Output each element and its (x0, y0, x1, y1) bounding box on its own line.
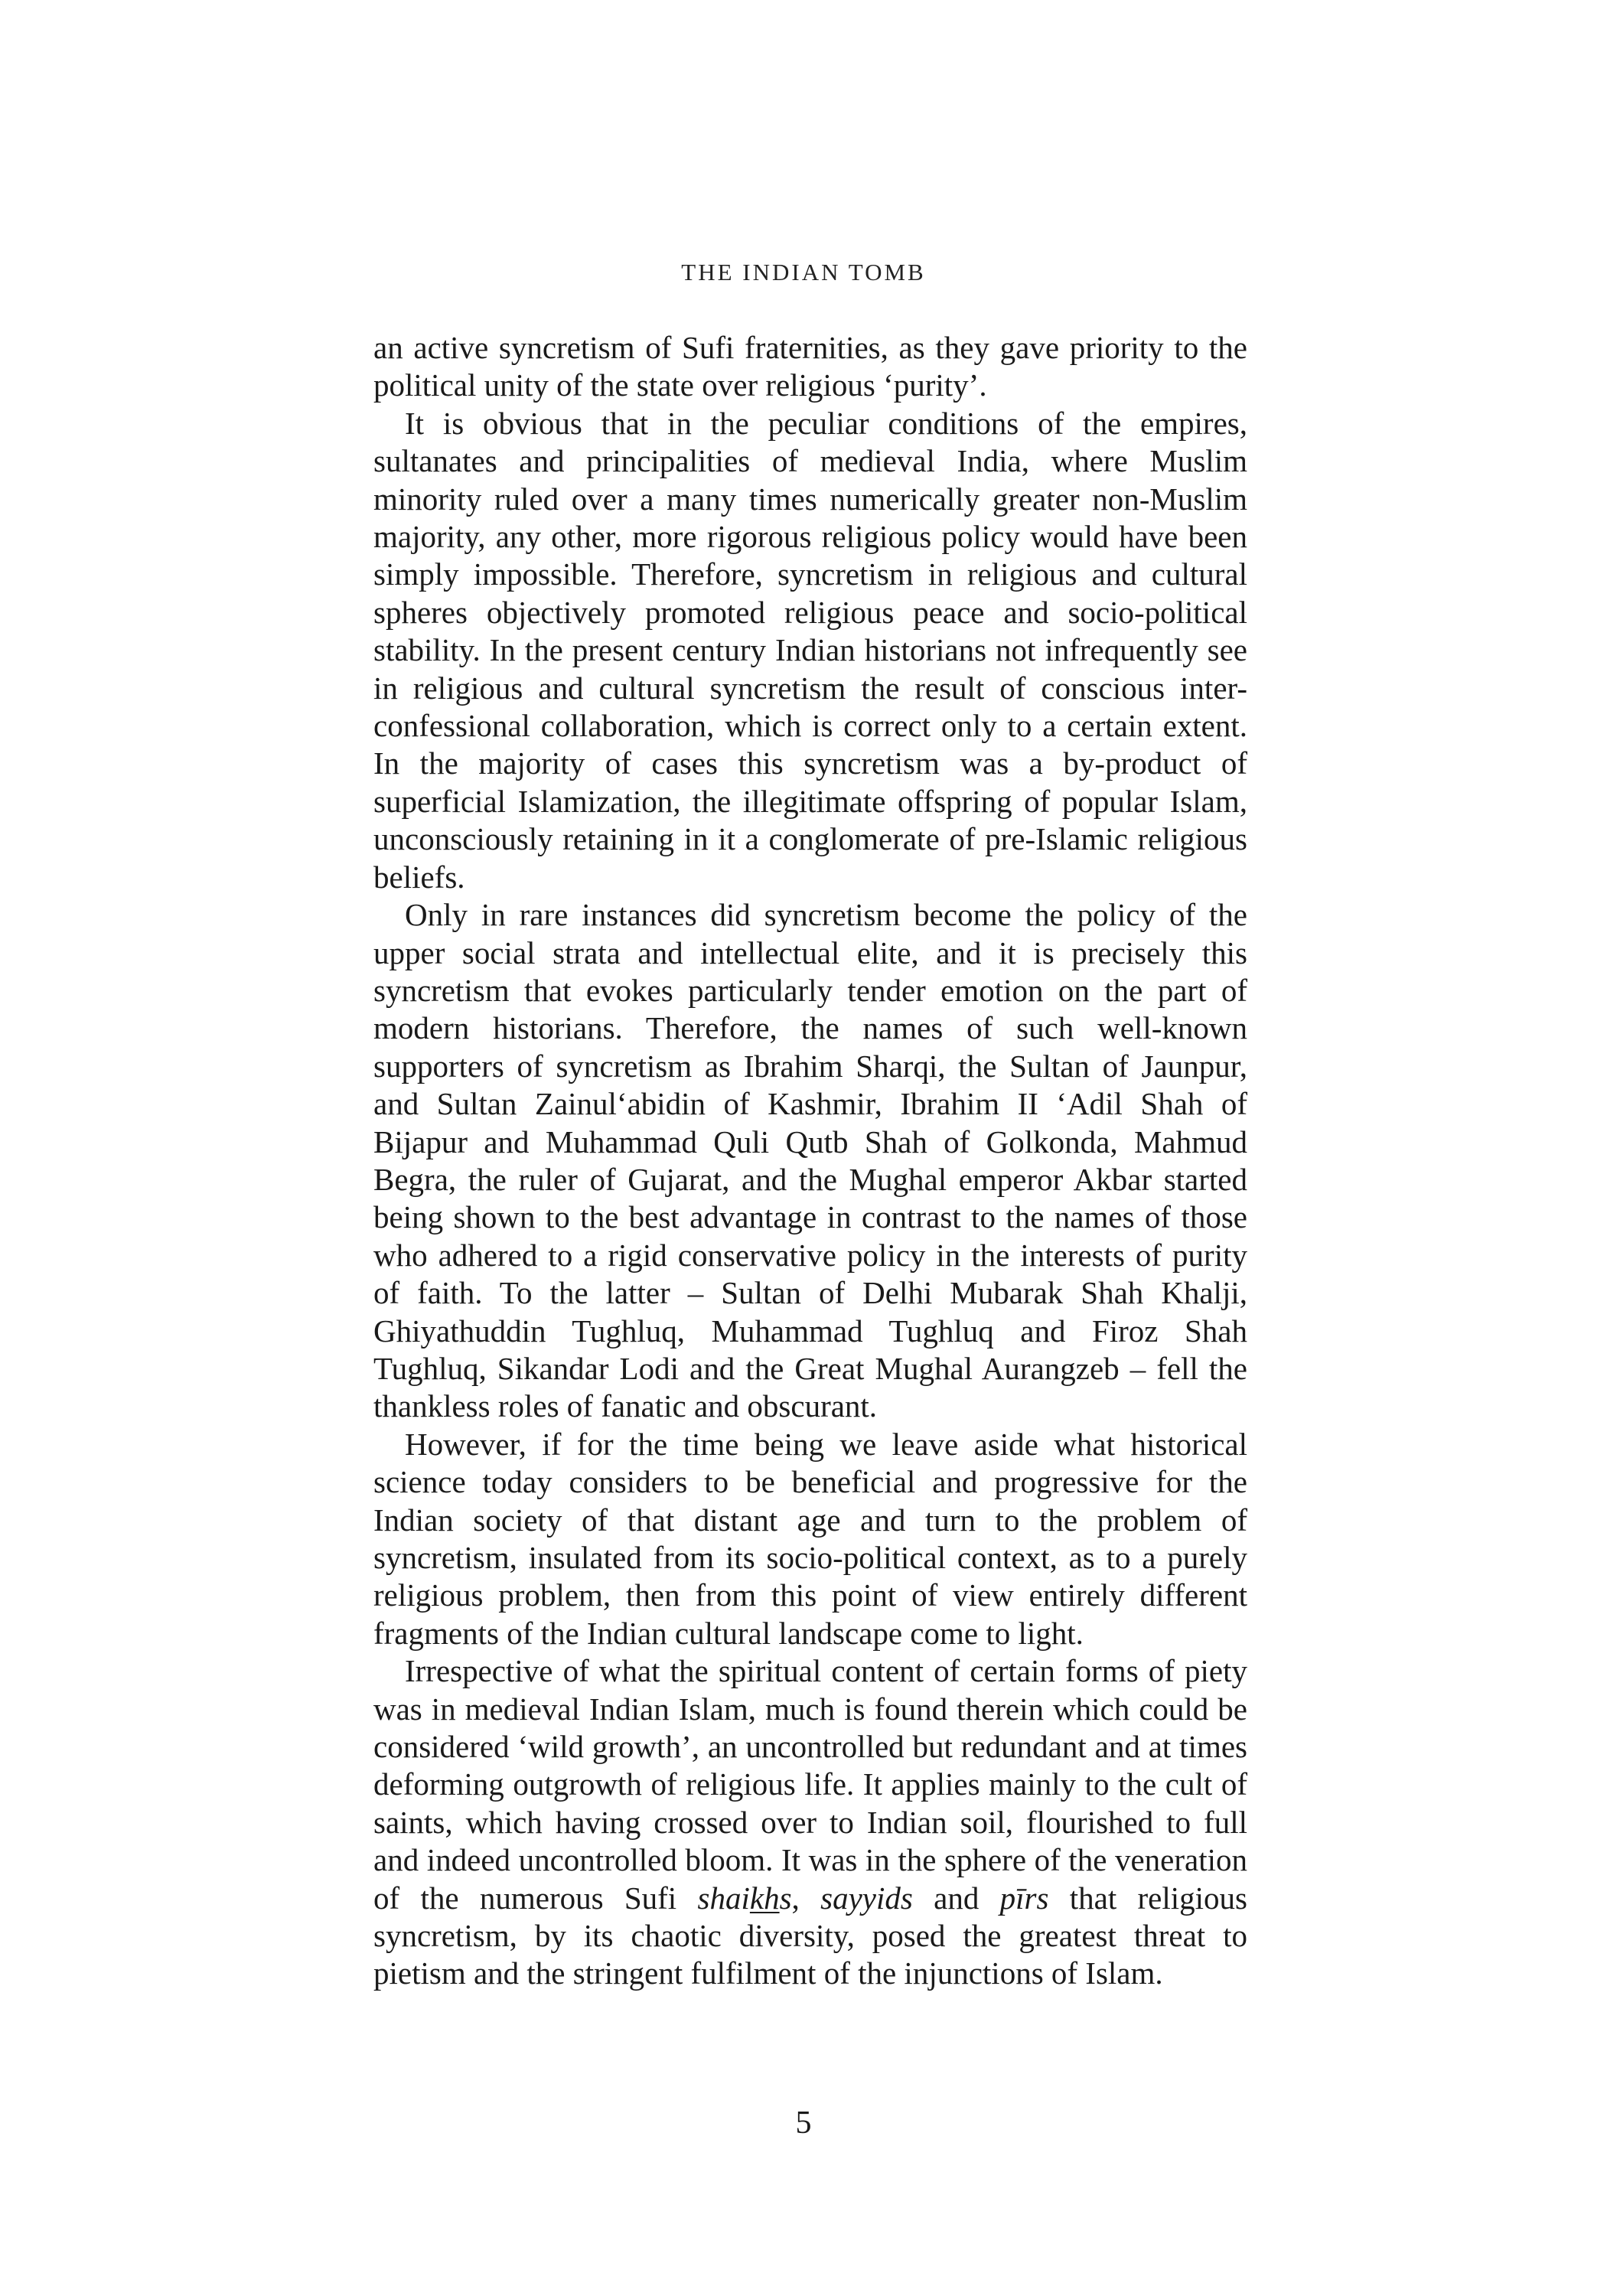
paragraph-5-text-start: Irrespective of what the spiritual content of certain forms of piety was in medieval Indian Islam, much is found therein which could be considered ‘wild growth’, an uncontrolled but redundant and at times deforming outgrowth of religious life. It applies mainly to the cult of saints, which having crossed over to Indian soil, flourished to full and indeed uncontrolled bloom. It was in the sphere of the veneration of the numerous Sufi (373, 1653, 1247, 1916)
term-pirs: pīrs (999, 1880, 1049, 1916)
paragraph-3: Only in rare instances did syncretism become the policy of the upper social strata and intellectual elite, and it is precisely this syncretism that evokes particularly tender emotion on the part of modern historians. Therefore, the names of such well-known supporters of syncretism as Ibrahim Sharqi, the Sultan of Jaunpur, and Sultan Zainul‘abidin of Kashmir, Ibrahim II ‘Adil Shah of Bijapur and Muhammad Quli Qutb Shah of Golkonda, Mahmud Begra, the ruler of Gujarat, and the Mughal emperor Akbar started being shown to the best advantage in contrast to the names of those who adhered to a rigid conservative policy in the interests of purity of faith. To the latter – Sultan of Delhi Mubarak Shah Khalji, Ghiyathuddin Tughluq, Muhammad Tughluq and Firoz Shah Tughluq, Sikandar Lodi and the Great Mughal Aurangzeb – fell the thankless roles of fanatic and obscurant. (373, 897, 1247, 1424)
body-text (373, 329, 1247, 1993)
paragraph-1: an active syncretism of Sufi fraternities, as they gave priority to the political unity of the state over religious ‘purity’. (373, 330, 1247, 403)
running-header: THE INDIAN TOMB (681, 259, 926, 285)
paragraph-5-text-end: that religious syncretism, by its chaotic diversity, posed the greatest threat to pietism and the stringent fulfilment of the injunctions of Islam. (373, 1880, 1248, 1991)
paragraph-2: It is obvious that in the peculiar conditions of the empires, sultanates and principalities of medieval India, where Muslim minority ruled over a many times numerically greater non-Muslim majority, any other, more rigorous religious policy would have been simply impossible. Therefore, syncretism in religious and cultural spheres objectively promoted religious peace and socio-political stability. In the present century Indian historians not infrequently see in religious and cultural syncretism the result of conscious inter-confessional collaboration, which is correct only to a certain extent. In the majority of cases this syncretism was a by-product of superficial Islamization, the illegitimate offspring of popular Islam, unconsciously retaining in it a conglomerate of pre-Islamic religious beliefs. (373, 405, 1247, 895)
term-shaikhs: shaikhs (697, 1880, 792, 1916)
paragraph-5: Irrespective of what the spiritual content of certain forms of piety was in medieval Indian Islam, much is found therein which could be considered ‘wild growth’, an uncontrolled but redundant and at times deforming outgrowth of religious life. It applies mainly to the cult of saints, which having crossed over to Indian soil, flourished to full and indeed uncontrolled bloom. It was in the sphere of the veneration of the numerous Sufi shaikhs, sayyids and pīrs that religious syncretism, by its chaotic diversity, posed the greatest threat to pietism and the stringent fulfilment of the injunctions of Islam. (373, 1653, 1248, 1991)
page-number: 5 (795, 2105, 812, 2141)
paragraph-4: However, if for the time being we leave aside what historical science today considers to be beneficial and progressive for the Indian society of that distant age and turn to the problem of syncretism, insulated from its socio-political context, as to a purely religious problem, then from this point of view entirely different fragments of the Indian cultural landscape come to light. (373, 1426, 1247, 1651)
term-sayyids: sayyids (820, 1880, 913, 1916)
